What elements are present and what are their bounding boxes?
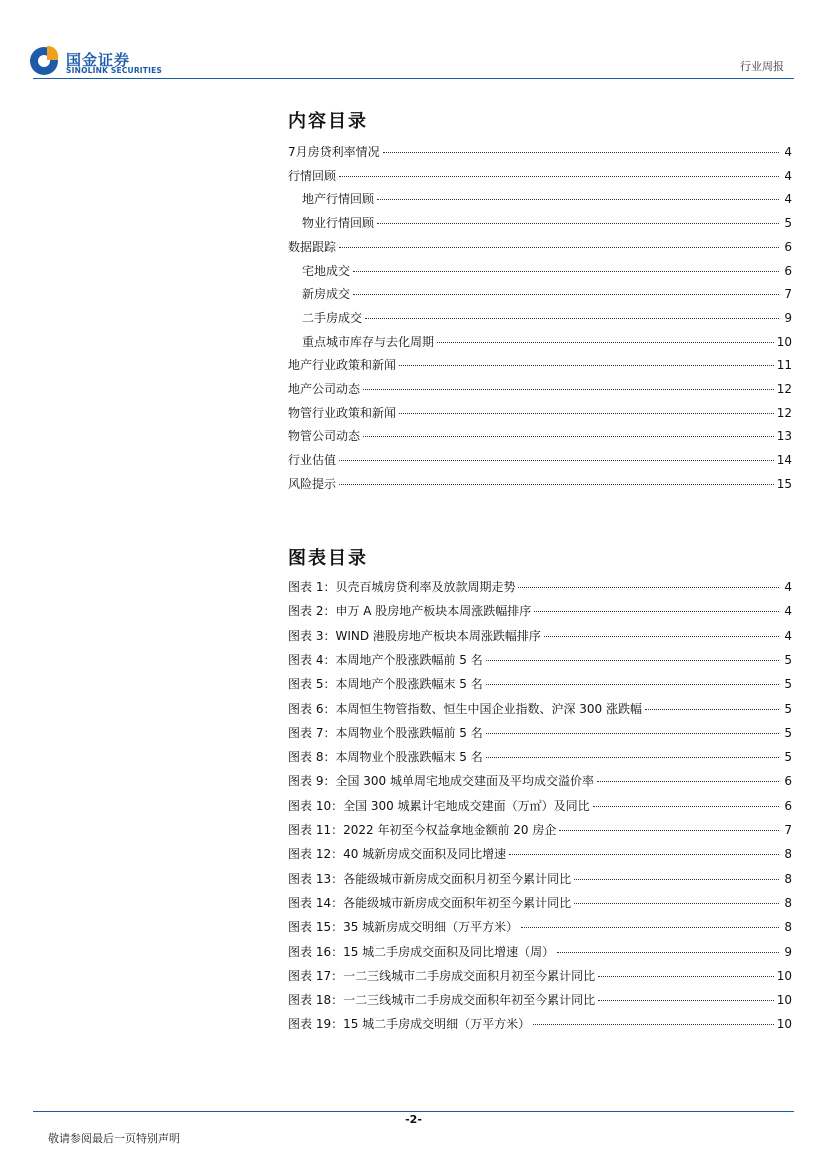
toc-page-number: 4: [784, 145, 792, 159]
dot-leader: [544, 636, 779, 637]
figure-label: 图表 18：一二三线城市二手房成交面积年初至今累计同比: [288, 993, 596, 1008]
figure-entry[interactable]: [288, 797, 792, 815]
toc-label: 地产行业政策和新闻: [288, 358, 397, 373]
figure-label: 图表 3：WIND 港股房地产板块本周涨跌幅排序: [288, 628, 541, 643]
toc-label: 地产行情回顾: [302, 192, 375, 207]
figure-page-number: 10: [776, 968, 792, 983]
toc-page-number: 7: [784, 287, 792, 302]
dot-leader: [557, 952, 779, 953]
dot-leader: [363, 389, 774, 390]
figure-page-number: 9: [784, 944, 792, 959]
toc-entry[interactable]: [288, 190, 792, 208]
figure-page-number: 10: [776, 993, 792, 1008]
figure-entry[interactable]: [288, 602, 792, 620]
toc-label: 数据跟踪: [288, 239, 337, 254]
dot-leader: [486, 757, 779, 758]
figure-label: 图表 14：各能级城市新房成交面积年初至今累计同比: [288, 895, 572, 910]
figure-page-number: 5: [784, 701, 792, 716]
dot-leader: [377, 223, 779, 224]
figure-label: 图表 6：本周恒生物管指数、恒生中国企业指数、沪深 300 涨跌幅: [288, 701, 642, 716]
figure-label: 图表 8：本周物业个股涨跌幅末 5 名: [288, 750, 483, 765]
toc-page-number: 15: [776, 476, 792, 491]
toc-entry[interactable]: [288, 356, 792, 374]
dot-leader: [353, 271, 779, 272]
figures-title: 图表目录: [288, 548, 368, 569]
figure-page-number: 4: [784, 604, 792, 619]
toc-page-number: 4: [784, 168, 792, 183]
toc-entry[interactable]: [288, 143, 792, 161]
dot-leader: [518, 587, 779, 588]
dot-leader: [598, 976, 774, 977]
dot-leader: [509, 854, 779, 855]
toc-page-number: 13: [776, 429, 792, 444]
logo-mark-icon: [30, 47, 58, 75]
toc-page-number: 14: [776, 453, 792, 468]
toc-entry[interactable]: [288, 167, 792, 185]
figure-label: 图表 15：35 城新房成交明细（万平方米）: [288, 920, 519, 935]
figure-label: 图表 9：全国 300 城单周宅地成交建面及平均成交溢价率: [288, 774, 594, 789]
figure-entry[interactable]: [288, 967, 792, 985]
dot-leader: [399, 413, 774, 414]
dot-leader: [486, 684, 779, 685]
figure-page-number: 6: [784, 774, 792, 789]
dot-leader: [399, 365, 774, 366]
figure-entry[interactable]: [288, 675, 792, 693]
figure-page-number: 8: [784, 847, 792, 862]
figure-entry[interactable]: [288, 651, 792, 669]
figure-entry[interactable]: [288, 918, 792, 936]
toc-label: 地产公司动态: [288, 382, 361, 396]
dot-leader: [339, 247, 779, 248]
toc-label: 物管行业政策和新闻: [288, 405, 397, 420]
toc-label: 行业估值: [288, 453, 337, 468]
toc-entry[interactable]: [288, 427, 792, 445]
figure-page-number: 8: [784, 871, 792, 886]
figure-entry[interactable]: [288, 578, 792, 596]
toc-label: 7月房贷利率情况: [288, 145, 380, 159]
figure-label: 图表 16：15 城二手房成交面积及同比增速（周）: [288, 944, 555, 959]
document-type: 行业周报: [740, 60, 784, 73]
logo-chinese-name: 国金证券: [66, 51, 131, 69]
toc-entry[interactable]: [288, 285, 792, 303]
toc-label: 行情回顾: [288, 168, 337, 183]
figure-page-number: 4: [784, 580, 792, 594]
toc-entry[interactable]: [288, 214, 792, 232]
toc-label: 二手房成交: [302, 310, 363, 325]
figure-page-number: 8: [784, 895, 792, 910]
dot-leader: [365, 318, 779, 319]
dot-leader: [534, 611, 779, 612]
dot-leader: [383, 152, 779, 153]
figure-page-number: 10: [776, 1017, 792, 1032]
figure-label: 图表 4：本周地产个股涨跌幅前 5 名: [288, 652, 483, 667]
figure-label: 图表 1：贝壳百城房贷利率及放款周期走势: [288, 580, 516, 594]
figure-page-number: 4: [784, 628, 792, 643]
figure-entry[interactable]: [288, 700, 792, 718]
figure-label: 图表 10：全国 300 城累计宅地成交建面（万㎡）及同比: [288, 798, 590, 813]
figure-entry[interactable]: [288, 943, 792, 961]
toc-label: 宅地成交: [302, 263, 351, 278]
toc-label: 新房成交: [302, 287, 351, 302]
disclaimer-text: 敬请参阅最后一页特别声明: [48, 1132, 180, 1145]
figure-page-number: 6: [784, 798, 792, 813]
figure-entry[interactable]: [288, 772, 792, 790]
toc-entry[interactable]: [288, 380, 792, 398]
toc-page-number: 6: [784, 263, 792, 278]
figure-page-number: 5: [784, 677, 792, 692]
dot-leader: [574, 879, 779, 880]
toc-title: 内容目录: [288, 111, 368, 132]
toc-page-number: 10: [776, 334, 792, 349]
toc-page-number: 12: [776, 382, 792, 396]
figure-page-number: 7: [784, 823, 792, 837]
toc-entry[interactable]: [288, 238, 792, 256]
figure-entry[interactable]: [288, 991, 792, 1009]
figure-page-number: 8: [784, 920, 792, 935]
dot-leader: [486, 733, 779, 734]
figure-page-number: 5: [784, 652, 792, 667]
figure-entry[interactable]: [288, 1015, 792, 1033]
toc-label: 重点城市库存与去化周期: [302, 334, 435, 349]
toc-page-number: 9: [784, 310, 792, 325]
figure-label: 图表 2：申万 A 股房地产板块本周涨跌幅排序: [288, 604, 532, 619]
toc-entry[interactable]: [288, 404, 792, 422]
dot-leader: [377, 199, 779, 200]
toc-entry[interactable]: [288, 451, 792, 469]
dot-leader: [339, 460, 774, 461]
dot-leader: [645, 709, 779, 710]
toc-entry[interactable]: [288, 262, 792, 280]
figure-label: 图表 12：40 城新房成交面积及同比增速: [288, 847, 507, 862]
figure-label: 图表 5：本周地产个股涨跌幅末 5 名: [288, 677, 483, 692]
dot-leader: [437, 342, 774, 343]
dot-leader: [363, 436, 774, 437]
dot-leader: [353, 294, 779, 295]
figure-entry[interactable]: [288, 724, 792, 742]
dot-leader: [339, 484, 774, 485]
figure-label: 图表 11：2022 年初至今权益拿地金额前 20 房企: [288, 823, 557, 837]
figure-label: 图表 13：各能级城市新房成交面积月初至今累计同比: [288, 871, 572, 886]
toc-entry[interactable]: [288, 309, 792, 327]
footer-divider: [33, 1111, 794, 1112]
dot-leader: [339, 176, 779, 177]
page-number: -2-: [405, 1113, 422, 1126]
header-divider: [33, 78, 794, 79]
toc-label: 物业行情回顾: [302, 216, 375, 231]
figure-entry[interactable]: [288, 845, 792, 863]
figure-label: 图表 19：15 城二手房成交明细（万平方米）: [288, 1017, 531, 1032]
dot-leader: [559, 830, 779, 831]
dot-leader: [598, 1000, 774, 1001]
figure-entry[interactable]: [288, 870, 792, 888]
dot-leader: [593, 806, 779, 807]
figure-entry[interactable]: [288, 627, 792, 645]
dot-leader: [521, 927, 779, 928]
toc-page-number: 11: [776, 358, 792, 373]
toc-entry[interactable]: [288, 333, 792, 351]
toc-page-number: 4: [784, 192, 792, 207]
toc-label: 风险提示: [288, 476, 337, 491]
figure-label: 图表 17：一二三线城市二手房成交面积月初至今累计同比: [288, 968, 596, 983]
logo-english-name: SINOLINK SECURITIES: [66, 66, 163, 75]
dot-leader: [486, 660, 779, 661]
toc-page-number: 5: [784, 216, 792, 231]
toc-page-number: 12: [776, 405, 792, 420]
figure-entry[interactable]: [288, 894, 792, 912]
figure-page-number: 5: [784, 725, 792, 740]
dot-leader: [533, 1024, 774, 1025]
toc-page-number: 6: [784, 239, 792, 254]
toc-entry[interactable]: [288, 475, 792, 493]
dot-leader: [597, 781, 779, 782]
figure-entry[interactable]: [288, 821, 792, 839]
dot-leader: [574, 903, 779, 904]
figure-label: 图表 7：本周物业个股涨跌幅前 5 名: [288, 725, 483, 740]
figure-entry[interactable]: [288, 748, 792, 766]
figure-page-number: 5: [784, 750, 792, 765]
toc-label: 物管公司动态: [288, 429, 361, 444]
